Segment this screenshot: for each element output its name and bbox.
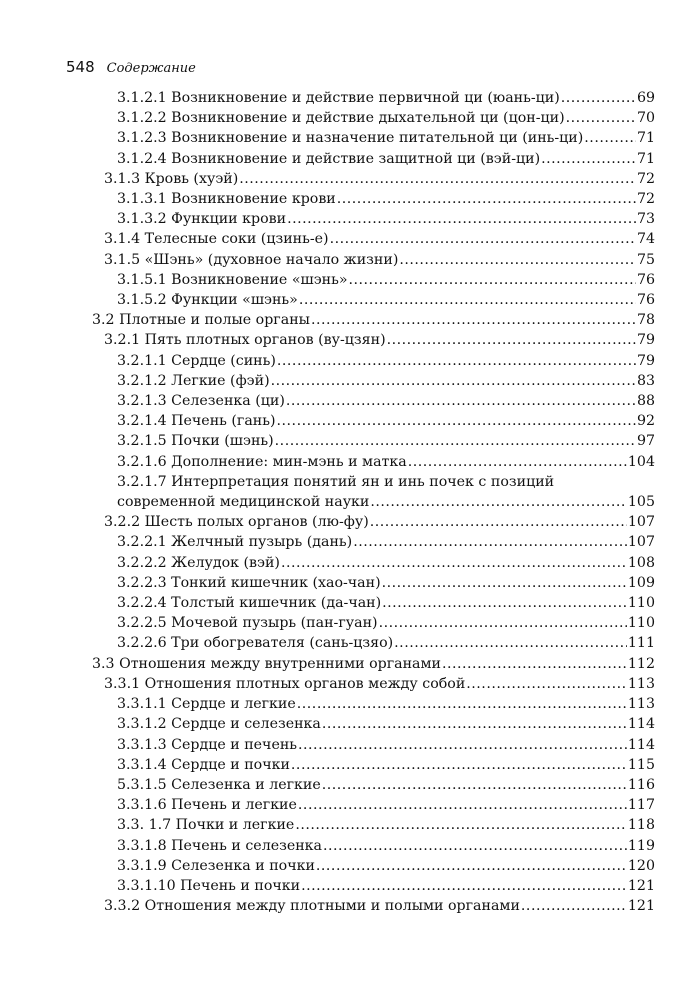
toc-leader-dots	[322, 775, 627, 795]
toc-entry[interactable]	[0, 775, 695, 795]
toc-entry-title: 3.1.3.2 Функции крови	[117, 211, 287, 228]
toc-entry-title: 3.3 Отношения между внутренними органами	[92, 655, 441, 672]
toc-entry-title: 3.2.2.1 Желчный пузырь (дань)	[117, 534, 353, 551]
toc-entry-title: 3.2.1.3 Селезенка (ци)	[117, 393, 285, 410]
toc-entry-title: 3.3.1.2 Сердце и селезенка	[117, 716, 321, 733]
toc-entry[interactable]	[0, 169, 695, 189]
toc-entry-title: 3.1.4 Телесные соки (цзинь-е)	[104, 231, 329, 248]
toc-leader-dots	[275, 431, 636, 451]
toc-entry-title: 5.3.1.5 Селезенка и легкие	[117, 776, 321, 793]
toc-entry-page: 69	[636, 90, 655, 106]
toc-entry-title: 3.3.1.1 Сердце и легкие	[117, 696, 296, 713]
toc-entry-title: 3.3.1.3 Сердце и печень	[117, 736, 298, 753]
toc-entry[interactable]	[0, 108, 695, 128]
toc-entry-title: 3.1.5.1 Возникновение «шэнь»	[117, 271, 348, 288]
toc-entry-page: 88	[636, 393, 655, 410]
toc-entry[interactable]	[0, 452, 695, 472]
toc-entry-title: 3.3.1.4 Сердце и почки	[117, 756, 290, 773]
toc-entry-page: 121	[627, 877, 655, 894]
toc-entry-title: 3.1.3.1 Возникновение крови	[117, 191, 336, 208]
toc-leader-dots	[323, 836, 627, 856]
toc-entry-page: 73	[636, 211, 655, 228]
toc-entry-title: 3.2.2.2 Желудок (вэй)	[117, 554, 280, 571]
toc-entry-title: 3.1.3 Кровь (хуэй)	[104, 170, 239, 187]
toc-entry-page: 76	[636, 292, 655, 309]
toc-entry-page: 76	[636, 271, 655, 288]
toc-entry[interactable]	[0, 371, 695, 391]
toc-leader-dots	[299, 290, 636, 310]
toc-leader-dots	[387, 330, 636, 350]
toc-entry[interactable]	[0, 735, 695, 755]
toc-leader-dots	[239, 169, 636, 189]
toc-entry-page: 117	[627, 797, 655, 814]
toc-entry-title: 3.3.1.9 Селезенка и почки	[117, 857, 315, 874]
toc-entry-page: 79	[636, 332, 655, 349]
toc-entry-page: 112	[627, 655, 655, 672]
toc-entry-title: 3.2.1.6 Дополнение: мин-мэнь и матка	[117, 453, 407, 470]
running-title: Содержание	[106, 61, 196, 76]
toc-leader-dots	[337, 189, 636, 209]
toc-entry[interactable]	[0, 553, 695, 573]
toc-entry[interactable]	[0, 209, 695, 229]
toc-leader-dots	[291, 755, 627, 775]
toc-leader-dots	[311, 310, 636, 330]
toc-entry[interactable]	[0, 270, 695, 290]
toc-entry-page: 108	[627, 554, 655, 571]
toc-leader-dots	[286, 391, 636, 411]
toc-entry-title: 3.3.1.6 Печень и легкие	[117, 797, 297, 814]
toc-entry[interactable]	[0, 512, 695, 532]
toc-entry-page: 110	[627, 595, 655, 612]
toc-entry-page: 115	[627, 756, 655, 773]
toc-entry[interactable]	[0, 593, 695, 613]
toc-entry[interactable]	[0, 88, 695, 108]
toc-entry[interactable]	[0, 250, 695, 270]
toc-entry[interactable]	[0, 472, 695, 512]
toc-entry-page: 78	[636, 312, 655, 329]
toc-entry[interactable]	[0, 351, 695, 371]
toc-entry-page: 74	[636, 231, 655, 248]
toc-entry-title: 3.1.5 «Шэнь» (духовное начало жизни)	[104, 251, 399, 268]
toc-leader-dots	[379, 613, 627, 633]
toc-entry-title: 3.3.1.10 Печень и почки	[117, 877, 301, 894]
toc-entry-page: 110	[627, 615, 655, 632]
toc-entry-title: 3.2.1.2 Легкие (фэй)	[117, 372, 270, 389]
table-of-contents	[0, 88, 695, 916]
toc-leader-dots	[298, 735, 627, 755]
toc-entry-page: 105	[627, 494, 655, 511]
toc-entry-title: 3.2.2.3 Тонкий кишечник (хао-чан)	[117, 574, 381, 591]
toc-entry-title: 3.2.1.5 Почки (шэнь)	[117, 433, 274, 450]
toc-entry-page: 114	[627, 716, 655, 733]
toc-leader-dots	[541, 149, 636, 169]
toc-entry[interactable]	[0, 411, 695, 431]
toc-leader-dots	[271, 371, 636, 391]
toc-leader-dots	[330, 229, 636, 249]
toc-entry-title-continued: современной медицинской науки	[117, 494, 370, 511]
toc-leader-dots	[316, 856, 627, 876]
toc-entry-page: 113	[627, 696, 655, 713]
toc-entry-page: 75	[636, 251, 655, 268]
toc-leader-dots	[295, 815, 627, 835]
toc-entry[interactable]	[0, 149, 695, 169]
toc-entry[interactable]	[0, 633, 695, 653]
toc-leader-dots	[277, 351, 636, 371]
toc-entry[interactable]	[0, 856, 695, 876]
toc-entry[interactable]	[0, 674, 695, 694]
toc-entry-page: 71	[636, 130, 655, 147]
toc-entry[interactable]	[0, 128, 695, 148]
toc-leader-dots	[382, 593, 627, 613]
toc-leader-dots	[584, 128, 636, 148]
toc-leader-dots	[349, 270, 636, 290]
toc-entry[interactable]	[0, 189, 695, 209]
toc-leader-dots	[394, 633, 627, 653]
toc-entry-page: 113	[627, 675, 655, 692]
toc-entry-title: 3.2.2.6 Три обогревателя (сань-цзяо)	[117, 635, 394, 652]
toc-entry-page: 72	[636, 191, 655, 208]
toc-leader-dots	[370, 512, 627, 532]
toc-entry-page: 71	[636, 150, 655, 167]
toc-entry-title: 3.1.5.2 Функции «шэнь»	[117, 292, 298, 309]
toc-entry-title: 3.1.2.4 Возникновение и действие защитной ци (вэй-ци)	[117, 150, 541, 167]
toc-leader-dots	[466, 674, 627, 694]
toc-entry-page: 111	[627, 635, 655, 652]
toc-entry[interactable]	[0, 714, 695, 734]
toc-entry-title: 3.2.2.4 Толстый кишечник (да-чан)	[117, 595, 382, 612]
toc-entry-page: 107	[627, 514, 655, 531]
toc-leader-dots	[382, 573, 627, 593]
toc-entry-title: 3.3.1 Отношения плотных органов между собой	[104, 675, 466, 692]
toc-entry-title: 3.2.1.1 Сердце (синь)	[117, 352, 276, 369]
toc-leader-dots	[561, 88, 636, 108]
toc-entry[interactable]	[0, 613, 695, 633]
toc-leader-dots	[408, 452, 627, 472]
toc-leader-dots	[301, 876, 627, 896]
toc-entry-title: 3.2.2 Шесть полых органов (лю-фу)	[104, 514, 369, 531]
toc-entry-title: 3.2.2.5 Мочевой пузырь (пан-гуан)	[117, 615, 378, 632]
toc-leader-dots	[353, 532, 627, 552]
toc-entry-title: 3.3.1.8 Печень и селезенка	[117, 837, 323, 854]
toc-entry-page: 107	[627, 534, 655, 551]
toc-entry-page: 119	[627, 837, 655, 854]
toc-entry-title: 3.3. 1.7 Почки и легкие	[117, 817, 295, 834]
toc-entry[interactable]	[0, 310, 695, 330]
toc-leader-dots	[370, 492, 627, 512]
toc-entry-page: 92	[636, 413, 655, 430]
toc-leader-dots	[566, 108, 636, 128]
toc-entry[interactable]	[0, 755, 695, 775]
toc-entry-title: 3.2.1.4 Печень (гань)	[117, 413, 276, 430]
toc-leader-dots	[399, 250, 636, 270]
toc-entry-title: 3.3.2 Отношения между плотными и полыми органами	[104, 898, 520, 915]
toc-leader-dots	[322, 714, 627, 734]
toc-entry-page: 72	[636, 170, 655, 187]
toc-entry[interactable]	[0, 896, 695, 916]
toc-entry[interactable]	[0, 229, 695, 249]
toc-entry[interactable]	[0, 876, 695, 896]
toc-entry-page: 104	[627, 453, 655, 470]
toc-entry[interactable]	[0, 431, 695, 451]
toc-leader-dots	[287, 209, 636, 229]
toc-leader-dots	[442, 654, 627, 674]
toc-leader-dots	[277, 411, 636, 431]
toc-entry-page: 116	[627, 776, 655, 793]
toc-leader-dots	[521, 896, 627, 916]
toc-entry[interactable]	[0, 836, 695, 856]
toc-entry-page: 83	[636, 372, 655, 389]
toc-entry-page: 120	[627, 857, 655, 874]
toc-entry-page: 79	[636, 352, 655, 369]
toc-entry-title: 3.1.2.1 Возникновение и действие первичной ци (юань-ци)	[117, 90, 560, 106]
toc-entry[interactable]	[0, 795, 695, 815]
toc-entry[interactable]	[0, 573, 695, 593]
page-number: 548	[66, 58, 95, 76]
toc-entry-page: 118	[627, 817, 655, 834]
toc-entry[interactable]	[0, 694, 695, 714]
toc-entry[interactable]	[0, 532, 695, 552]
toc-entry[interactable]	[0, 290, 695, 310]
toc-entry-page: 114	[627, 736, 655, 753]
toc-entry-page: 121	[627, 898, 655, 915]
toc-entry-page: 70	[636, 110, 655, 127]
toc-entry[interactable]	[0, 330, 695, 350]
toc-leader-dots	[297, 694, 627, 714]
toc-entry-title: 3.1.2.3 Возникновение и назначение питательной ци (инь-ци)	[117, 130, 584, 147]
toc-entry-title: 3.2.1 Пять плотных органов (ву-цзян)	[104, 332, 386, 349]
toc-entry-title: 3.2.1.7 Интерпретация понятий ян и инь почек с позиций	[117, 473, 555, 490]
toc-entry[interactable]	[0, 815, 695, 835]
toc-entry-page: 109	[627, 574, 655, 591]
toc-entry-title: 3.1.2.2 Возникновение и действие дыхательной ци (цон-ци)	[117, 110, 565, 127]
toc-entry[interactable]	[0, 391, 695, 411]
toc-entry[interactable]	[0, 654, 695, 674]
toc-leader-dots	[298, 795, 627, 815]
toc-leader-dots	[281, 553, 627, 573]
page-header	[66, 58, 196, 76]
toc-entry-page: 97	[636, 433, 655, 450]
toc-entry-title: 3.2 Плотные и полые органы	[92, 312, 310, 329]
